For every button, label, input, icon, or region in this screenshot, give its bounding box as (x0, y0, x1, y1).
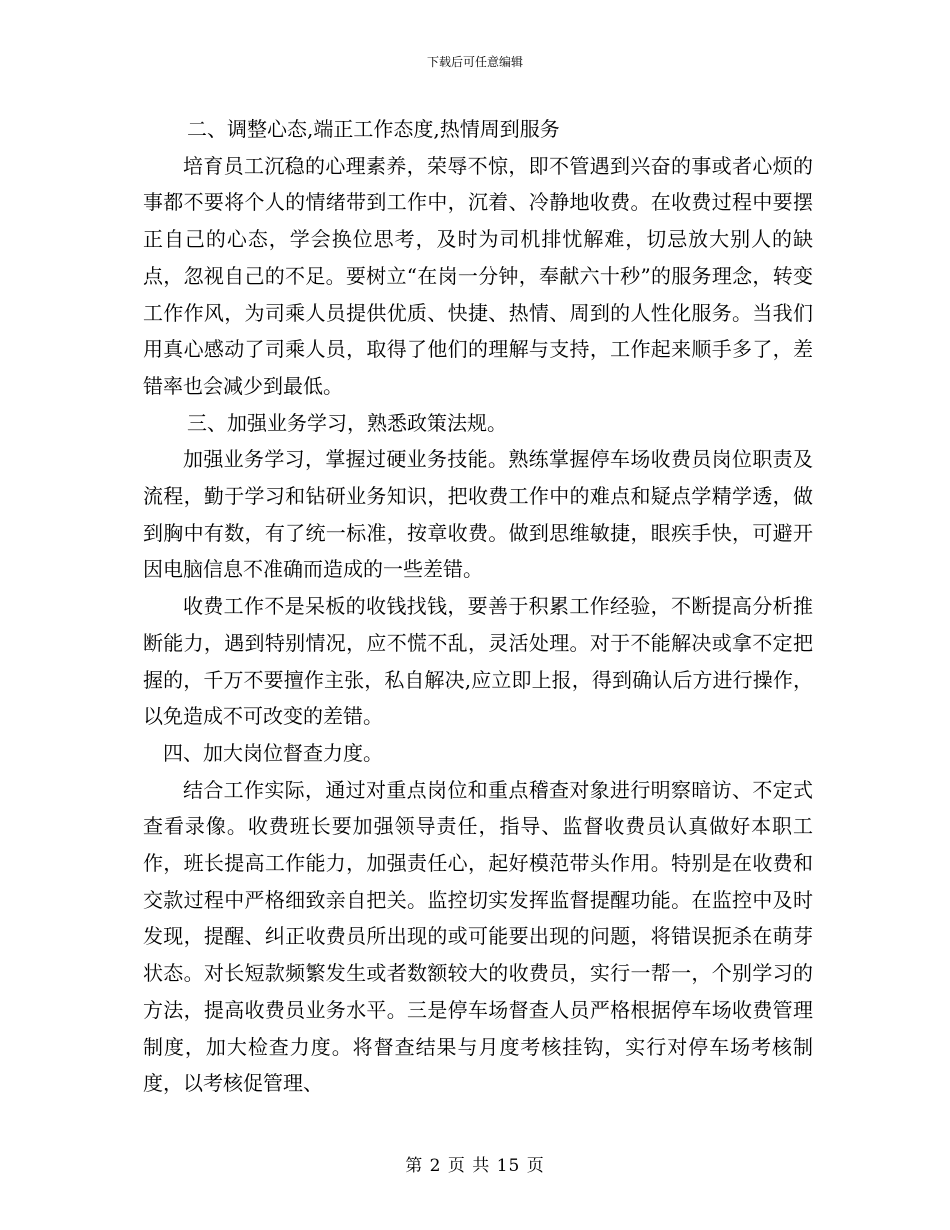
document-body (143, 111, 813, 1102)
section-heading-2: 二、调整心态,端正工作态度,热情周到服务 (187, 117, 560, 141)
paragraph-2: 加强业务学习，掌握过硬业务技能。熟练掌握停车场收费员岗位职责及流程，勤于学习和钻研业务知识，把收费工作中的难点和疑点学精学透，做到胸中有数，有了统一标准，按章收费。做到思维敏捷，眼疾手快，可避开因电脑信息不准确而造成的一些差错。 (143, 447, 813, 582)
paragraph-1: 培育员工沉稳的心理素养，荣辱不惊，即不管遇到兴奋的事或者心烦的事都不要将个人的情绪带到工作中，沉着、冷静地收费。在收费过程中要摆正自己的心态，学会换位思考，及时为司机排忧解难，切忌放大别人的缺点，忽视自己的不足。要树立“在岗一分钟，奉献六十秒”的服务理念，转变工作作风，为司乘人员提供优质、快捷、热情、周到的人性化服务。当我们用真心感动了司乘人员，取得了他们的理解与支持，工作起来顺手多了，差错率也会减少到最低。 (143, 153, 813, 398)
page-header: 下载后可任意编辑 (426, 55, 523, 69)
section-heading-4: 四、加大岗位督查力度。 (163, 740, 383, 765)
paragraph-3: 收费工作不是呆板的收钱找钱，要善于积累工作经验，不断提高分析推断能力，遇到特别情况，应不慌不乱，灵活处理。对于不能解决或拿不定把握的，千万不要擅作主张，私自解决,应立即上报，得到确认后方进行操作，以免造成不可改变的差错。 (143, 594, 813, 729)
paragraph-4: 结合工作实际，通过对重点岗位和重点稽查对象进行明察暗访、不定式查看录像。收费班长要加强领导责任，指导、监督收费员认真做好本职工作，班长提高工作能力，加强责任心，起好模范带头作用。特别是在收费和交款过程中严格细致亲自把关。监控切实发挥监督提醒功能。在监控中及时发现，提醒、纠正收费员所出现的或可能要出现的问题，将错误扼杀在萌芽状态。对长短款频繁发生或者数额较大的收费员，实行一帮一，个别学习的方法，提高收费员业务水平。三是停车场督查人员严格根据停车场收费管理制度，加大检查力度。将督查结果与月度考核挂钩，实行对停车场考核制度，以考核促管理、 (143, 777, 813, 1096)
page-footer: 第 2 页 共 15 页 (405, 1156, 545, 1176)
section-heading-3: 三、加强业务学习，熟悉政策法规。 (187, 410, 507, 435)
